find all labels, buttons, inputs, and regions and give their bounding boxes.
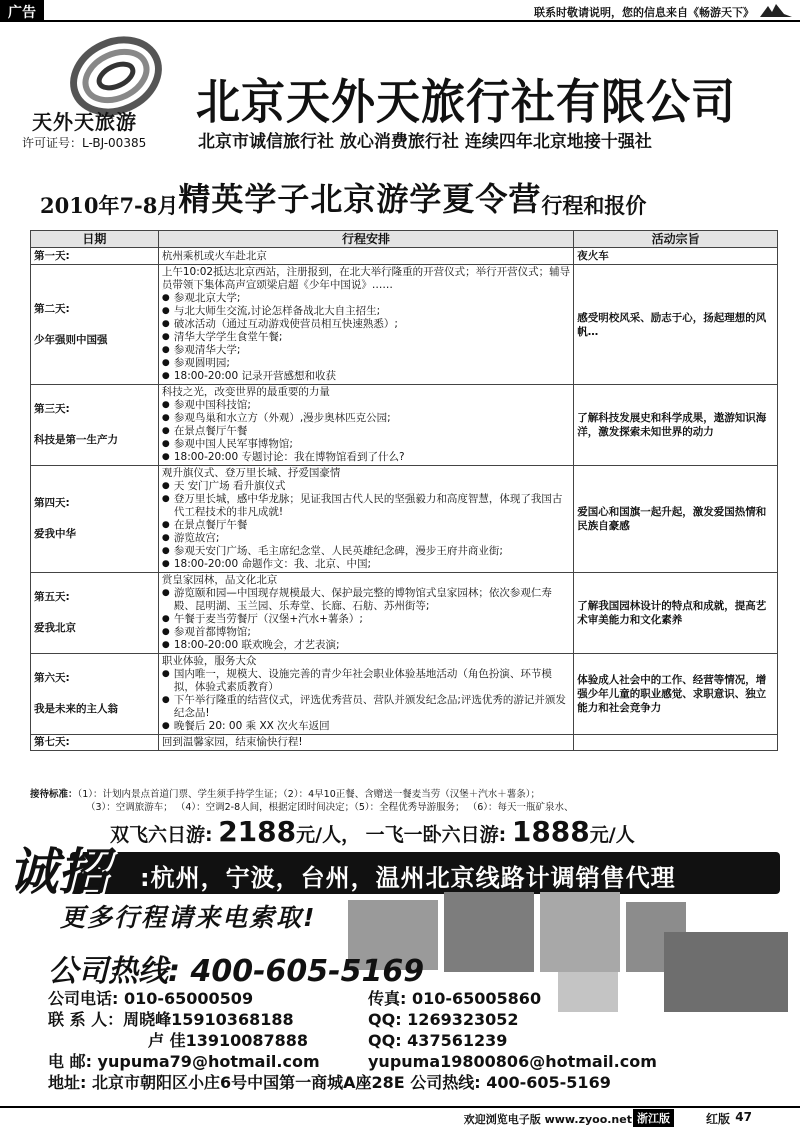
day-date: 第二天: bbox=[34, 302, 70, 315]
logo-text: 天外天旅游 bbox=[32, 110, 137, 134]
list-item: ● 晚餐后 20: 00 乘 XX 次火车返回 bbox=[162, 720, 570, 733]
day-date: 第七天: bbox=[31, 735, 159, 751]
source-note: 联系时敬请说明，您的信息来自《畅游天下》 bbox=[534, 6, 754, 19]
recruit-big-text: 诚招 bbox=[8, 842, 108, 901]
list-item: ● 在景点餐厅午餐 bbox=[162, 519, 570, 532]
day-date: 第六天: bbox=[34, 672, 70, 684]
fax: 传真: 010-65005860 bbox=[368, 989, 542, 1008]
list-item: ● 游览颐和园—中国现存规模最大、保护最完整的博物馆式皇家园林；依次参观仁寿殿、昆明湖、玉兰园、乐寿堂、长廊、石舫、苏州街等; bbox=[162, 587, 570, 613]
header-date: 日期 bbox=[31, 231, 159, 248]
table-row bbox=[31, 654, 778, 735]
table-header-row bbox=[31, 231, 778, 248]
day-theme: 少年强则中国强 bbox=[34, 333, 108, 346]
list-item: ● 游览故宫; bbox=[162, 532, 570, 545]
day-plan bbox=[158, 654, 573, 735]
day-plan bbox=[158, 265, 573, 385]
day-purpose: 了解科技发展史和科学成果，遨游知识海洋，激发探索未知世界的动力 bbox=[574, 385, 778, 466]
price-unit-1: 元/人， bbox=[296, 824, 361, 846]
more-info-text: 更多行程请来电索取! bbox=[60, 903, 317, 932]
photo-museum bbox=[540, 892, 620, 972]
day-purpose bbox=[574, 735, 778, 751]
table-row bbox=[31, 385, 778, 466]
day-plan bbox=[158, 385, 573, 466]
list-item: ● 参观北京大学; bbox=[162, 292, 570, 305]
headline bbox=[40, 174, 780, 218]
table-row bbox=[31, 735, 778, 751]
price-unit-2: 元/人 bbox=[589, 824, 635, 846]
header-purpose: 活动宗旨 bbox=[574, 231, 778, 248]
day-date: 第五天: bbox=[34, 591, 70, 603]
table-row bbox=[31, 248, 778, 265]
ad-tag: 广告 bbox=[0, 0, 44, 20]
day-cell bbox=[31, 466, 159, 573]
footer bbox=[0, 1106, 800, 1127]
day-cell bbox=[31, 385, 159, 466]
qq-1: QQ: 1269323052 bbox=[368, 1010, 519, 1029]
day-date: 第三天: bbox=[34, 403, 70, 415]
license-number: 许可证号：L-BJ-00385 bbox=[22, 136, 147, 150]
header bbox=[0, 26, 800, 156]
list-item: ● 参观天安门广场、毛主席纪念堂、人民英雄纪念碑，漫步王府井商业街; bbox=[162, 545, 570, 558]
email-2: yupuma19800806@hotmail.com bbox=[368, 1052, 657, 1071]
day-plan: 回到温馨家园，结束愉快行程! bbox=[158, 735, 573, 751]
service-standards bbox=[30, 788, 790, 814]
footer-site: 欢迎浏览电子版 www.zyoo.net bbox=[463, 1113, 632, 1126]
footer-edition: 浙江版 bbox=[633, 1109, 674, 1127]
top-bar bbox=[0, 0, 800, 22]
list-item: ● 下午举行隆重的结营仪式，评选优秀营员、营队并颁发纪念品;评选优秀的游记并颁发纪念品! bbox=[162, 694, 570, 720]
hotline: 公司热线: 400-605-5169 bbox=[48, 954, 425, 989]
day-plan bbox=[158, 466, 573, 573]
list-item: ● 参观清华大学; bbox=[162, 344, 570, 357]
day-theme: 科技是第一生产力 bbox=[34, 434, 118, 446]
day-purpose: 夜火车 bbox=[574, 248, 778, 265]
company-phone: 公司电话: 010-65000509 bbox=[48, 989, 254, 1008]
price-value-1: 2188 bbox=[218, 815, 297, 848]
day-purpose: 爱国心和国旗一起升起，激发爱国热情和民族自豪感 bbox=[574, 466, 778, 573]
recruit-text: :杭州，宁波，台州，温州北京线路计调销售代理 bbox=[140, 864, 676, 892]
day-purpose: 了解我国园林设计的特点和成就，提高艺术审美能力和文化素养 bbox=[574, 573, 778, 654]
table-row bbox=[31, 466, 778, 573]
day-date: 第四天: bbox=[34, 497, 70, 509]
day-purpose: 体验成人社会中的工作、经营等情况，增强少年儿童的职业感觉、求职意识、独立能力和社会竞争力 bbox=[574, 654, 778, 735]
price-value-2: 1888 bbox=[511, 815, 590, 848]
day-purpose: 感受明校风采、励志于心，扬起理想的风帆… bbox=[574, 265, 778, 385]
headline-suffix: 行程和报价 bbox=[541, 193, 647, 218]
contact-row bbox=[48, 1030, 611, 1051]
contact-row bbox=[48, 1009, 611, 1030]
day-date: 第一天: bbox=[31, 248, 159, 265]
contact-row bbox=[48, 1072, 611, 1093]
plan-intro: 职业体验，服务大众 bbox=[161, 655, 257, 667]
list-item: ● 参观首都博物馆; bbox=[162, 626, 570, 639]
list-item: ● 参观圆明园; bbox=[162, 357, 570, 370]
page-number: 47 bbox=[735, 1110, 752, 1124]
standards-line2: （3）：空调旅游车； （4）：空调2-8人间，根据定团时间决定；（5）：全程优秀导游服务； （6）：每天一瓶矿泉水、 bbox=[86, 802, 574, 813]
contact-block bbox=[48, 988, 657, 1093]
list-item: ● 参观中国人民军事博物馆; bbox=[162, 438, 570, 451]
company-name: 北京天外天旅行社有限公司 bbox=[196, 75, 736, 131]
price-label-2: 一飞一卧六日游: bbox=[365, 824, 507, 846]
itinerary-table bbox=[30, 230, 778, 751]
header-plan: 行程安排 bbox=[158, 231, 573, 248]
list-item: ● 参观鸟巢和水立方（外观）,漫步奥林匹克公园; bbox=[162, 412, 570, 425]
plan-intro: 观升旗仪式、登万里长城、抒爱国豪情 bbox=[161, 467, 341, 479]
day-plan bbox=[158, 573, 573, 654]
list-item: ● 天 安门广场 看升旗仪式 bbox=[162, 480, 570, 493]
day-cell bbox=[31, 654, 159, 735]
recruit-banner bbox=[70, 852, 780, 894]
contact-person-1: 联 系 人：周晓峰15910368188 bbox=[48, 1010, 294, 1029]
company-slogan: 北京市诚信旅行社 放心消费旅行社 连续四年北京地接十强社 bbox=[198, 132, 652, 152]
list-item: ● 在景点餐厅午餐 bbox=[162, 425, 570, 438]
magazine-logo-icon bbox=[758, 2, 794, 20]
photo-students bbox=[444, 892, 534, 972]
list-item: ● 破冰活动（通过互动游戏使营员相互快速熟悉）; bbox=[162, 318, 570, 331]
contact-person-2: 卢 佳13910087888 bbox=[148, 1031, 309, 1050]
list-item: ● 国内唯一，规模大、设施完善的青少年社会职业体验基地活动（角色扮演、环节模拟，体验式素质教育） bbox=[162, 668, 570, 694]
email-1: 电 邮: yupuma79@hotmail.com bbox=[48, 1052, 320, 1071]
standards-label: 接待标准： bbox=[30, 789, 78, 800]
list-item: ● 午餐于麦当劳餐厅（汉堡+汽水+薯条）; bbox=[162, 613, 570, 626]
day-cell bbox=[31, 573, 159, 654]
table-row bbox=[31, 265, 778, 385]
price-line bbox=[110, 815, 635, 848]
plan-intro: 上午10:02抵达北京西站，注册报到，在北大举行隆重的开营仪式；举行开营仪式；辅导员带领下集体高声宣颂梁启超《少年中国说》…… bbox=[161, 266, 571, 291]
price-label-1: 双飞六日游: bbox=[110, 824, 213, 846]
contact-row bbox=[48, 988, 611, 1009]
day-cell bbox=[31, 265, 159, 385]
list-item: ● 登万里长城，感中华龙脉；见证我国古代人民的坚强毅力和高度智慧，体现了我国古代工程技术的非凡成就! bbox=[162, 493, 570, 519]
photo-group bbox=[664, 932, 788, 1012]
list-item: ● 与北大师生交流,讨论怎样备战北大自主招生; bbox=[162, 305, 570, 318]
footer-color: 红版 bbox=[705, 1112, 730, 1126]
day-theme: 我是未来的主人翁 bbox=[34, 703, 118, 715]
contact-row bbox=[48, 1051, 657, 1072]
plan-intro: 赏皇家园林，品文化北京 bbox=[161, 574, 278, 586]
qq-2: QQ: 437561239 bbox=[368, 1031, 508, 1050]
headline-date: 2010年7-8月 bbox=[40, 193, 179, 218]
list-item: ● 18:00-20:00 专题讨论：我在博物馆看到了什么? bbox=[162, 451, 570, 464]
list-item: ● 18:00-20:00 记录开营感想和收获 bbox=[162, 370, 570, 383]
headline-title: 精英学子北京游学夏令营 bbox=[178, 180, 542, 218]
plan-intro: 科技之光，改变世界的最重要的力量 bbox=[161, 386, 330, 398]
day-plan: 杭州乘机或火车赴北京 bbox=[158, 248, 573, 265]
day-theme: 爱我中华 bbox=[34, 528, 76, 540]
list-item: ● 18:00-20:00 联欢晚会，才艺表演; bbox=[162, 639, 570, 652]
standards-line1: （1）：计划内景点首道门票、学生须手持学生证；（2）：4早10正餐、含赠送一餐麦当劳（汉堡＋汽水＋薯条）； bbox=[77, 789, 540, 800]
table-row bbox=[31, 573, 778, 654]
day-theme: 爱我北京 bbox=[34, 622, 76, 634]
address: 地址: 北京市朝阳区小庄6号中国第一商城A座28E 公司热线: 400-605-5169 bbox=[48, 1073, 611, 1092]
list-item: ● 18:00-20:00 命题作文：我、北京、中国; bbox=[162, 558, 570, 571]
list-item: ● 参观中国科技馆; bbox=[162, 399, 570, 412]
list-item: ● 清华大学学生食堂午餐; bbox=[162, 331, 570, 344]
